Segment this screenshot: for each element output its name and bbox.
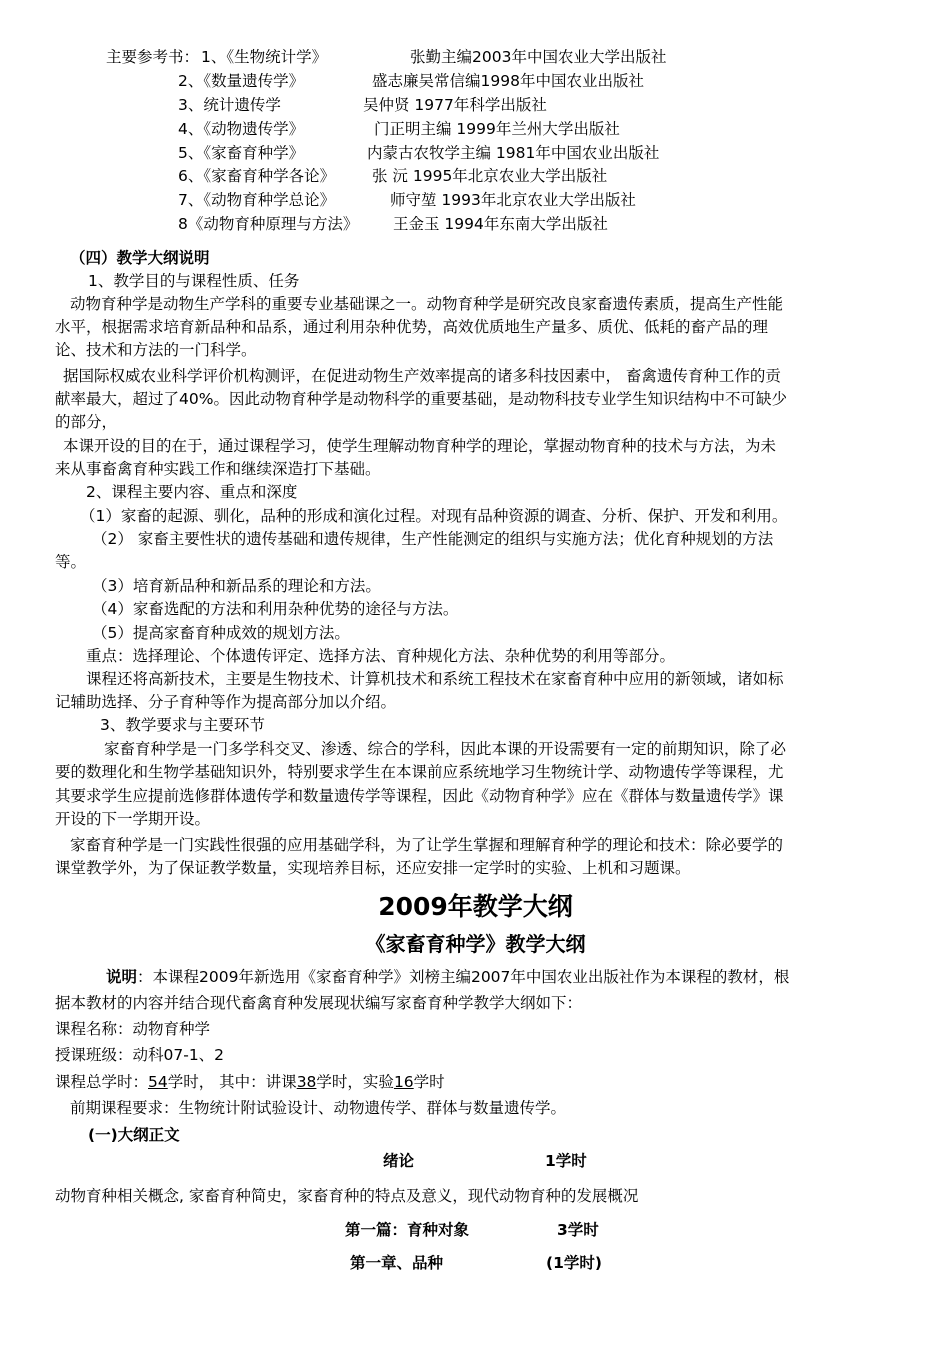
reference-title: 7、《动物育种学总论》: [178, 191, 336, 209]
course-classes: 授课班级：动科07-1、2: [55, 1046, 225, 1064]
reference-info: 王金玉 1994年东南大学出版社: [393, 215, 608, 233]
reference-info: 门正明主编 1999年兰州大学出版社: [374, 120, 620, 138]
content-item: （5）提高家畜育种成效的规划方法。: [92, 624, 350, 642]
paragraph-line: 要的数理化和生物学基础知识外，特别要求学生在本课前应系统地学习生物统计学、动物遗传学等课程，尤: [55, 763, 784, 781]
subsection-heading: 1、教学目的与课程性质、任务: [88, 272, 300, 290]
reference-title: 8《动物育种原理与方法》: [178, 215, 359, 233]
content-item: （4）家畜选配的方法和利用杂种优势的途径与方法。: [92, 600, 459, 618]
part-hours: 3学时: [557, 1221, 599, 1239]
reference-title: 6、《家畜育种学各论》: [178, 167, 336, 185]
hours-label: 课程总学时：: [55, 1073, 149, 1091]
course-name: 课程名称：动物育种学: [55, 1020, 211, 1038]
paragraph-line: 献率最大，超过了40%。因此动物育种学是动物科学的重要基础，是动物科技专业学生知识结构中不可缺少: [55, 390, 787, 408]
paragraph-line: 家畜育种学是一门多学科交叉、渗透、综合的学科，因此本课的开设需要有一定的前期知识，除了必: [104, 740, 787, 758]
paragraph-line: 的部分，: [55, 413, 118, 431]
paragraph-line: 开设的下一学期开设。: [55, 810, 211, 828]
hours-text: 学时: [413, 1073, 445, 1091]
reference-info: 内蒙古农牧学主编 1981年中国农业出版社: [367, 144, 660, 162]
part-title: 第一篇：育种对象: [345, 1221, 470, 1239]
prerequisites: 前期课程要求：生物统计附试验设计、动物遗传学、群体与数量遗传学。: [70, 1099, 567, 1117]
intro-hours: 1学时: [545, 1152, 587, 1170]
page-title: 2009年教学大纲: [378, 892, 573, 921]
reference-title: 1、《生物统计学》: [201, 48, 328, 66]
course-hours: [55, 1071, 445, 1093]
reference-info: 吴仲贤 1977年科学出版社: [363, 96, 547, 114]
content-item: （1）家畜的起源、驯化，品种的形成和演化过程。对现有品种资源的调查、分析、保护、开发和利用。: [80, 507, 788, 525]
paragraph-line: 课堂教学外，为了保证教学数量，实现培养目标，还应安排一定学时的实验、上机和习题课。: [55, 859, 691, 877]
paragraph-line: 其要求学生应提前选修群体遗传学和数量遗传学等课程，因此《动物育种学》应在《群体与数量遗传学》课: [55, 787, 784, 805]
description-label: 说明: [106, 968, 138, 986]
hours-lecture: 38: [296, 1073, 317, 1091]
paragraph-line: 据国际权威农业科学评价机构测评，在促进动物生产效率提高的诸多科技因素中， 畜禽遗传育种工作的贡: [63, 367, 781, 385]
paragraph-line: 动物育种学是动物生产学科的重要专业基础课之一。动物育种学是研究改良家畜遗传素质，提高生产性能: [70, 295, 784, 313]
page-subtitle: 《家畜育种学》教学大纲: [365, 932, 586, 956]
chapter-hours: (1学时): [546, 1254, 602, 1272]
description-text: ：本课程2009年新选用《家畜育种学》刘榜主编2007年中国农业出版社作为本课程的教材，根: [137, 968, 790, 986]
paragraph-line: 课程还将高新技术，主要是生物技术、计算机技术和系统工程技术在家畜育种中应用的新领域，诸如标: [86, 670, 784, 688]
reference-title: 3、统计遗传学: [178, 96, 281, 114]
paragraph-line: 来从事畜禽育种实践工作和继续深造打下基础。: [55, 460, 381, 478]
reference-info: 师守堃 1993年北京农业大学出版社: [390, 191, 636, 209]
section-heading: （四）教学大纲说明: [70, 249, 210, 267]
chapter-title: 第一章、品种: [350, 1254, 444, 1272]
reference-title: 4、《动物遗传学》: [178, 120, 305, 138]
content-item: 等。: [55, 553, 87, 571]
hours-lab: 16: [393, 1073, 414, 1091]
reference-title: 5、《家畜育种学》: [178, 144, 305, 162]
paragraph-line: 水平，根据需求培育新品种和品系，通过利用杂种优势，高效优质地生产量多、质优、低耗的畜产品的理: [55, 318, 769, 336]
subsection-heading: 3、教学要求与主要环节: [100, 716, 265, 734]
paragraph-line: 家畜育种学是一门实践性很强的应用基础学科，为了让学生掌握和理解育种学的理论和技术：除必要学的: [70, 836, 784, 854]
paragraph-line: 记辅助选择、分子育种等作为提高部分加以介绍。: [55, 693, 397, 711]
paragraph-line: 本课开设的目的在于，通过课程学习，使学生理解动物育种学的理论，掌握动物育种的技术与方法，为未: [63, 437, 777, 455]
hours-total: 54: [148, 1073, 168, 1091]
reference-title: 2、《数量遗传学》: [178, 72, 305, 90]
key-points: 重点：选择理论、个体遗传评定、选择方法、育种规化方法、杂种优势的利用等部分。: [86, 647, 676, 665]
subsection-heading: 2、课程主要内容、重点和深度: [86, 483, 298, 501]
hours-text: 学时， 其中：讲课: [167, 1073, 297, 1091]
intro-title: 绪论: [383, 1152, 415, 1170]
body-heading: (一)大纲正文: [88, 1126, 180, 1144]
references-label: 主要参考书：: [106, 48, 200, 66]
paragraph-line: 论、技术和方法的一门科学。: [55, 341, 257, 359]
hours-text: 学时，实验: [316, 1073, 394, 1091]
description-line: 据本教材的内容并结合现代畜禽育种发展现状编写家畜育种学教学大纲如下：: [55, 994, 583, 1012]
reference-info: 张 沅 1995年北京农业大学出版社: [372, 167, 608, 185]
reference-info: 盛志廉吴常信编1998年中国农业出版社: [372, 72, 644, 90]
reference-info: 张勤主编2003年中国农业大学出版社: [410, 48, 667, 66]
content-item: （2） 家畜主要性状的遗传基础和遗传规律，生产性能测定的组织与实施方法；优化育种规划的方法: [92, 530, 774, 548]
intro-text: 动物育种相关概念, 家畜育种简史，家畜育种的特点及意义，现代动物育种的发展概况: [55, 1187, 639, 1205]
description-line: [106, 966, 789, 988]
content-item: （3）培育新品种和新品系的理论和方法。: [92, 577, 381, 595]
